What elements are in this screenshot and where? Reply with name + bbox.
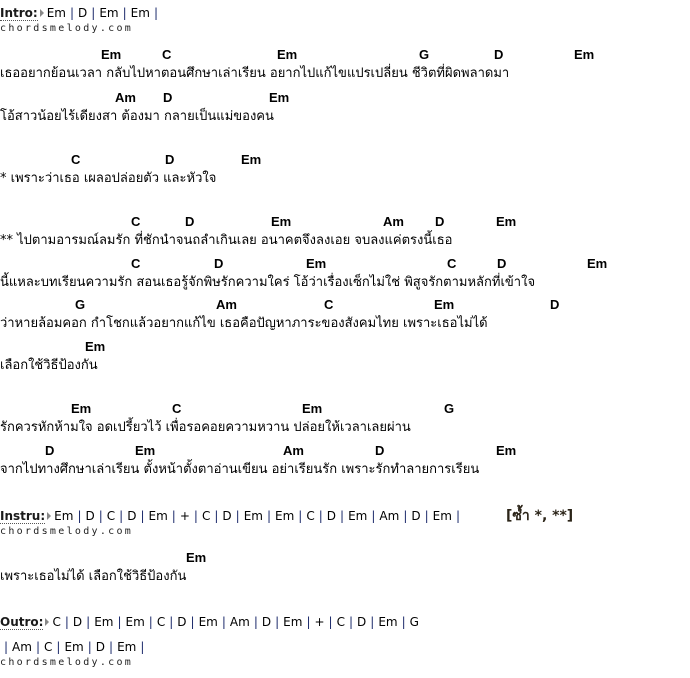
play-icon[interactable] [40,9,44,17]
lyric-line: เพราะเธอไม่ได้ เลือกใช้วิธีป้องกัน [0,569,187,584]
instru-chord-sequence [54,509,464,523]
outro-label: Outro: [0,615,44,629]
chord-label: G [419,47,430,62]
chord: C [44,640,53,654]
chord: D [411,509,421,523]
chord: D [72,615,83,629]
watermark: chordsmelody.com [0,23,134,34]
bar-separator: | [193,509,198,523]
bar-separator: | [214,509,219,523]
chord-label: D [165,152,175,167]
bar-separator: | [340,509,345,523]
lyric-line: จากไปทางศึกษาเล่าเรียน ตั้งหน้าตั้งตาอ่านเขียน อย่าเรียนรัก เพราะรักทำลายการเรียน [0,462,480,477]
chord-label: Am [283,443,304,458]
chord-label: Em [434,297,455,312]
bar-separator: | [56,640,61,654]
chord-label: Am [216,297,237,312]
bar-separator: | [370,615,375,629]
bar-separator: | [328,615,333,629]
bar-separator: | [235,509,240,523]
chord: Em [54,509,74,523]
intro-chord-sequence [47,6,162,20]
chord-label: D [375,443,385,458]
chord-label: Em [496,214,517,229]
chord: D [261,615,272,629]
bar-separator: | [455,509,460,523]
lyric-line: * เพราะว่าเธอ เผลอปล่อยตัว และหัวใจ [0,171,217,186]
chord: + [179,509,190,523]
bar-separator: | [253,615,258,629]
chord-label: Em [85,339,106,354]
chord: Em [130,6,150,20]
chord: D [85,509,95,523]
instru-line [0,508,464,524]
chord: D [177,615,187,629]
bar-separator: | [4,640,9,654]
chord: C [306,509,315,523]
chord-label: G [75,297,86,312]
bar-separator: | [169,615,174,629]
bar-separator: | [35,640,40,654]
chord: D [326,509,337,523]
outro-chord-sequence [52,615,419,629]
chord-label: C [131,256,141,271]
outro-line-2 [0,639,148,655]
chord-label: Em [277,47,298,62]
chord: Em [198,615,218,629]
chord-label: Em [269,90,290,105]
chord-label: D [550,297,560,312]
bar-separator: | [348,615,354,629]
chord: Am [12,640,32,654]
chord-label: Em [135,443,156,458]
chord-label: D [435,214,445,229]
play-icon[interactable] [47,512,51,520]
chord: + [314,615,325,629]
chord: Em [148,509,168,523]
chord: C [336,615,345,629]
lyric-line: โอ้สาวน้อยไร้เดียงสา ต้องมา กลายเป็นแม่ของคน [0,109,274,124]
chord: Em [243,509,263,523]
bar-separator: | [140,509,145,523]
chord: Em [283,615,303,629]
instru-label: Instru: [0,509,46,523]
bar-separator: | [403,509,408,523]
bar-separator: | [77,509,82,523]
chord-label: C [447,256,457,271]
chord-label: Em [496,443,517,458]
chord: Em [46,6,66,20]
chord-label: Em [271,214,292,229]
chord: Am [379,509,400,523]
chord: D [127,509,137,523]
watermark: chordsmelody.com [0,657,134,668]
chord-label: C [162,47,172,62]
chord-label: D [163,90,173,105]
chord: G [409,615,419,629]
chord: Em [64,640,84,654]
chord-label: C [71,152,81,167]
chord-label: D [45,443,55,458]
intro-line [0,5,162,21]
chord: Em [94,615,114,629]
bar-separator: | [140,640,145,654]
bar-separator: | [371,509,376,523]
chord-label: Em [101,47,122,62]
chord-label: C [324,297,334,312]
chord: C [52,615,61,629]
chord: D [222,509,232,523]
chord-label: C [131,214,141,229]
chord: C [106,509,116,523]
bar-separator: | [119,509,124,523]
lyric-line: เลือกใช้วิธีป้องกัน [0,358,98,373]
chord: Em [125,615,145,629]
bar-separator: | [266,509,272,523]
chord-label: Am [115,90,136,105]
bar-separator: | [70,6,75,20]
chord: C [201,509,211,523]
bar-separator: | [153,6,158,20]
repeat-note: [ซ้ำ *, **] [506,508,574,524]
chord: C [156,615,166,629]
lyric-line: ** ไปตามอารมณ์ลมรัก ที่ชักนำจนถลำเกินเลย อนาคตจึงลงเอย จบลงแค่ตรงนี้เธอ [0,233,453,248]
bar-separator: | [298,509,303,523]
chord-label: D [214,256,224,271]
chord: Em [432,509,452,523]
lyric-line: ว่าหายล้อมคอก กำโชกแล้วอยากแก้ไข เธอคือปัญหาภาระของสังคมไทย เพราะเธอไม่ได้ [0,316,488,331]
chord: Em [275,509,295,523]
chord-label: C [172,401,182,416]
chord: D [357,615,367,629]
chord: Em [378,615,398,629]
bar-separator: | [275,615,280,629]
bar-separator: | [424,509,429,523]
chord-label: D [185,214,195,229]
chord-label: D [494,47,504,62]
lyric-line: รักควรหักห้ามใจ อดเปรี้ยวไว้ เพื่อรอคอยความหวาน ปล่อยให้เวลาเลยผ่าน [0,420,411,435]
bar-separator: | [306,615,311,629]
bar-separator: | [171,509,176,523]
outro-line [0,614,419,630]
bar-separator: | [190,615,195,629]
lyric-line: นี้แหละบทเรียนความรัก สอนเธอรู้จักพิษรักความใคร่ โอ้ว่าเรื่องเซ็กไม่ใช่ พิสูจรักตามหลักที่เข้าใจ [0,275,536,290]
bar-separator: | [221,615,226,629]
chord-label: Em [574,47,595,62]
lyric-line: เธออยากย้อนเวลา กลับไปหาตอนศึกษาเล่าเรียน อยากไปแก้ไขแปรเปลี่ยน ชีวิตที่ผิดพลาดมา [0,66,510,81]
bar-separator: | [109,640,114,654]
bar-separator: | [87,640,92,654]
chord: Em [99,6,119,20]
chord-label: Em [241,152,262,167]
chord: Am [229,615,250,629]
chord-label: Em [302,401,323,416]
bar-separator: | [318,509,323,523]
chord: Em [348,509,368,523]
chord: Em [117,640,137,654]
bar-separator: | [86,615,91,629]
bar-separator: | [98,509,103,523]
bar-separator: | [117,615,122,629]
chord-label: Em [306,256,327,271]
chord-label: Em [186,550,207,565]
chord-label: Em [587,256,608,271]
bar-separator: | [401,615,406,629]
chord: D [78,6,88,20]
bar-separator: | [148,615,153,629]
chord-label: Em [71,401,92,416]
chord-label: D [497,256,507,271]
intro-label: Intro: [0,6,38,20]
play-icon[interactable] [45,618,49,626]
outro-chord-sequence-2 [0,640,148,654]
bar-separator: | [122,6,127,20]
chord-label: G [444,401,455,416]
chord: D [95,640,106,654]
chord-label: Am [383,214,404,229]
bar-separator: | [91,6,96,20]
bar-separator: | [64,615,69,629]
watermark: chordsmelody.com [0,526,134,537]
